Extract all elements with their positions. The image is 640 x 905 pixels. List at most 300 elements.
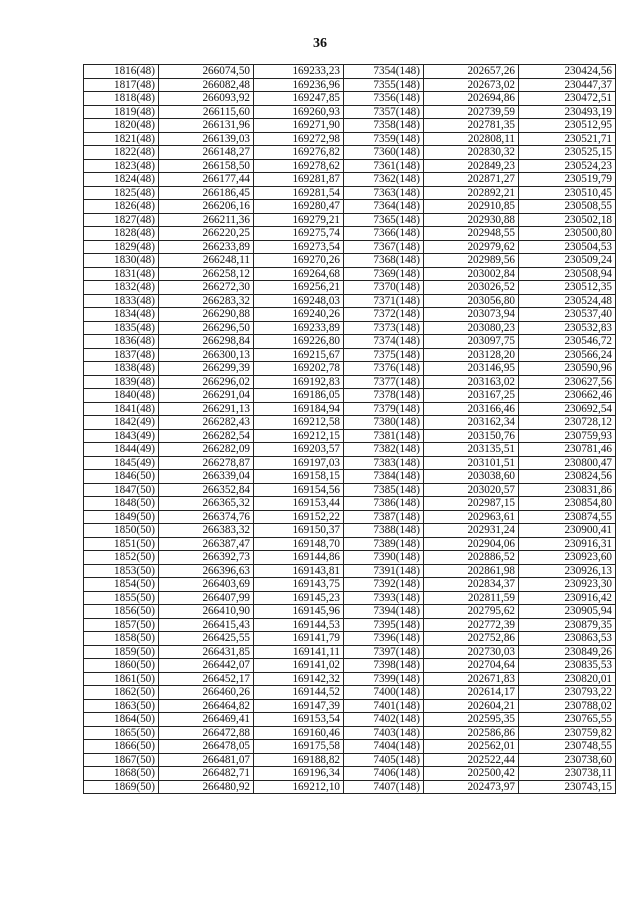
- cell-x-left: 266425,55: [159, 632, 254, 646]
- coordinates-table: [83, 64, 616, 794]
- cell-y-left: 169153,44: [254, 497, 344, 511]
- cell-x-left: 266282,54: [159, 429, 254, 443]
- table-row: [84, 483, 616, 497]
- cell-x-left: 266300,13: [159, 348, 254, 362]
- cell-x-right: 202834,37: [424, 578, 519, 592]
- cell-y-right: 230748,55: [519, 740, 616, 754]
- cell-point-id-right: 7385(148): [344, 483, 424, 497]
- cell-x-left: 266233,89: [159, 240, 254, 254]
- cell-point-id-left: 1821(48): [84, 132, 159, 146]
- cell-x-right: 202795,62: [424, 605, 519, 619]
- cell-x-right: 203026,52: [424, 281, 519, 295]
- table-row: [84, 551, 616, 565]
- table-row: [84, 335, 616, 349]
- cell-x-left: 266374,76: [159, 510, 254, 524]
- cell-y-right: 230854,80: [519, 497, 616, 511]
- cell-x-right: 202704,64: [424, 659, 519, 673]
- cell-point-id-right: 7402(148): [344, 713, 424, 727]
- cell-y-left: 169280,47: [254, 200, 344, 214]
- cell-y-left: 169278,62: [254, 159, 344, 173]
- cell-y-left: 169144,53: [254, 618, 344, 632]
- table-row: [84, 497, 616, 511]
- cell-x-left: 266472,88: [159, 726, 254, 740]
- cell-y-right: 230512,95: [519, 119, 616, 133]
- cell-y-right: 230849,26: [519, 645, 616, 659]
- table-row: [84, 578, 616, 592]
- cell-point-id-left: 1839(48): [84, 375, 159, 389]
- cell-x-left: 266211,36: [159, 213, 254, 227]
- cell-point-id-right: 7370(148): [344, 281, 424, 295]
- cell-x-left: 266478,05: [159, 740, 254, 754]
- cell-point-id-left: 1817(48): [84, 78, 159, 92]
- cell-y-right: 230447,37: [519, 78, 616, 92]
- cell-x-left: 266298,84: [159, 335, 254, 349]
- cell-x-right: 202595,35: [424, 713, 519, 727]
- cell-point-id-left: 1828(48): [84, 227, 159, 241]
- table-row: [84, 267, 616, 281]
- cell-point-id-right: 7407(148): [344, 780, 424, 794]
- cell-y-left: 169203,57: [254, 443, 344, 457]
- cell-x-right: 203166,46: [424, 402, 519, 416]
- table-row: [84, 321, 616, 335]
- cell-y-left: 169271,90: [254, 119, 344, 133]
- cell-y-left: 169144,52: [254, 686, 344, 700]
- cell-x-right: 203167,25: [424, 389, 519, 403]
- cell-y-right: 230524,23: [519, 159, 616, 173]
- cell-point-id-left: 1844(49): [84, 443, 159, 457]
- cell-point-id-left: 1867(50): [84, 753, 159, 767]
- cell-y-left: 169153,54: [254, 713, 344, 727]
- cell-y-right: 230728,12: [519, 416, 616, 430]
- cell-x-left: 266403,69: [159, 578, 254, 592]
- cell-x-right: 202963,61: [424, 510, 519, 524]
- cell-point-id-right: 7403(148): [344, 726, 424, 740]
- cell-point-id-right: 7372(148): [344, 308, 424, 322]
- cell-y-left: 169212,15: [254, 429, 344, 443]
- cell-point-id-right: 7378(148): [344, 389, 424, 403]
- cell-point-id-left: 1845(49): [84, 456, 159, 470]
- cell-x-right: 202811,59: [424, 591, 519, 605]
- cell-point-id-right: 7362(148): [344, 173, 424, 187]
- cell-y-left: 169186,05: [254, 389, 344, 403]
- cell-x-left: 266442,07: [159, 659, 254, 673]
- cell-y-left: 169281,87: [254, 173, 344, 187]
- cell-point-id-right: 7400(148): [344, 686, 424, 700]
- cell-point-id-left: 1835(48): [84, 321, 159, 335]
- cell-x-left: 266248,11: [159, 254, 254, 268]
- cell-point-id-right: 7355(148): [344, 78, 424, 92]
- table-row: [84, 159, 616, 173]
- cell-x-left: 266482,71: [159, 767, 254, 781]
- cell-x-right: 202910,85: [424, 200, 519, 214]
- cell-y-right: 230863,53: [519, 632, 616, 646]
- cell-y-right: 230923,30: [519, 578, 616, 592]
- cell-y-right: 230502,18: [519, 213, 616, 227]
- cell-y-right: 230824,56: [519, 470, 616, 484]
- cell-y-right: 230879,35: [519, 618, 616, 632]
- table-row: [84, 780, 616, 794]
- cell-x-left: 266410,90: [159, 605, 254, 619]
- cell-x-left: 266296,02: [159, 375, 254, 389]
- cell-point-id-right: 7364(148): [344, 200, 424, 214]
- cell-y-right: 230793,22: [519, 686, 616, 700]
- cell-x-right: 203128,20: [424, 348, 519, 362]
- cell-point-id-right: 7398(148): [344, 659, 424, 673]
- cell-x-left: 266452,17: [159, 672, 254, 686]
- cell-point-id-left: 1818(48): [84, 92, 159, 106]
- cell-point-id-right: 7363(148): [344, 186, 424, 200]
- cell-y-right: 230504,53: [519, 240, 616, 254]
- cell-y-left: 169175,58: [254, 740, 344, 754]
- table-row: [84, 659, 616, 673]
- cell-x-right: 202830,32: [424, 146, 519, 160]
- cell-x-right: 202500,42: [424, 767, 519, 781]
- cell-y-left: 169236,96: [254, 78, 344, 92]
- cell-x-left: 266299,39: [159, 362, 254, 376]
- table-row: [84, 699, 616, 713]
- cell-x-left: 266158,50: [159, 159, 254, 173]
- cell-x-right: 202604,21: [424, 699, 519, 713]
- table-row: [84, 132, 616, 146]
- cell-x-right: 202473,97: [424, 780, 519, 794]
- cell-x-right: 202752,86: [424, 632, 519, 646]
- cell-y-left: 169158,15: [254, 470, 344, 484]
- cell-y-left: 169247,85: [254, 92, 344, 106]
- cell-y-left: 169141,79: [254, 632, 344, 646]
- cell-y-left: 169202,78: [254, 362, 344, 376]
- cell-point-id-left: 1849(50): [84, 510, 159, 524]
- page-number: 36: [313, 36, 327, 51]
- cell-x-left: 266093,92: [159, 92, 254, 106]
- cell-x-left: 266365,32: [159, 497, 254, 511]
- table-row: [84, 200, 616, 214]
- table-row: [84, 470, 616, 484]
- table-row: [84, 348, 616, 362]
- cell-x-right: 203135,51: [424, 443, 519, 457]
- cell-point-id-left: 1819(48): [84, 105, 159, 119]
- cell-x-right: 202930,88: [424, 213, 519, 227]
- cell-x-left: 266282,09: [159, 443, 254, 457]
- table-row: [84, 524, 616, 538]
- table-row: [84, 146, 616, 160]
- table-row: [84, 456, 616, 470]
- table-row: [84, 213, 616, 227]
- table-row: [84, 105, 616, 119]
- cell-point-id-left: 1864(50): [84, 713, 159, 727]
- cell-y-left: 169256,21: [254, 281, 344, 295]
- cell-y-left: 169142,32: [254, 672, 344, 686]
- table-row: [84, 186, 616, 200]
- cell-x-right: 203073,94: [424, 308, 519, 322]
- table-row: [84, 510, 616, 524]
- cell-point-id-left: 1854(50): [84, 578, 159, 592]
- cell-y-right: 230508,55: [519, 200, 616, 214]
- cell-y-right: 230424,56: [519, 65, 616, 79]
- cell-y-left: 169141,02: [254, 659, 344, 673]
- table-row: [84, 416, 616, 430]
- cell-point-id-right: 7381(148): [344, 429, 424, 443]
- table-row: [84, 65, 616, 79]
- table-row: [84, 254, 616, 268]
- cell-x-right: 203056,80: [424, 294, 519, 308]
- table-row: [84, 308, 616, 322]
- cell-y-right: 230509,24: [519, 254, 616, 268]
- table-row: [84, 605, 616, 619]
- cell-x-left: 266383,32: [159, 524, 254, 538]
- cell-point-id-right: 7379(148): [344, 402, 424, 416]
- cell-x-right: 202673,02: [424, 78, 519, 92]
- cell-x-left: 266415,43: [159, 618, 254, 632]
- cell-point-id-right: 7395(148): [344, 618, 424, 632]
- cell-point-id-right: 7367(148): [344, 240, 424, 254]
- cell-point-id-right: 7404(148): [344, 740, 424, 754]
- table-row: [84, 389, 616, 403]
- cell-x-left: 266291,13: [159, 402, 254, 416]
- cell-x-right: 203162,34: [424, 416, 519, 430]
- cell-x-left: 266206,16: [159, 200, 254, 214]
- cell-point-id-left: 1827(48): [84, 213, 159, 227]
- cell-x-right: 203080,23: [424, 321, 519, 335]
- cell-y-right: 230521,71: [519, 132, 616, 146]
- cell-x-left: 266148,27: [159, 146, 254, 160]
- cell-point-id-right: 7390(148): [344, 551, 424, 565]
- cell-y-right: 230546,72: [519, 335, 616, 349]
- cell-point-id-right: 7356(148): [344, 92, 424, 106]
- table-row: [84, 713, 616, 727]
- cell-y-right: 230493,19: [519, 105, 616, 119]
- cell-y-left: 169160,46: [254, 726, 344, 740]
- cell-y-right: 230512,35: [519, 281, 616, 295]
- cell-point-id-right: 7392(148): [344, 578, 424, 592]
- cell-x-right: 203150,76: [424, 429, 519, 443]
- table-row: [84, 119, 616, 133]
- cell-y-right: 230566,24: [519, 348, 616, 362]
- cell-point-id-left: 1830(48): [84, 254, 159, 268]
- cell-x-left: 266220,25: [159, 227, 254, 241]
- table-row: [84, 281, 616, 295]
- cell-y-right: 230916,31: [519, 537, 616, 551]
- cell-y-right: 230532,83: [519, 321, 616, 335]
- table-row: [84, 402, 616, 416]
- cell-x-right: 202849,23: [424, 159, 519, 173]
- cell-point-id-left: 1869(50): [84, 780, 159, 794]
- cell-x-right: 203002,84: [424, 267, 519, 281]
- cell-x-left: 266115,60: [159, 105, 254, 119]
- cell-y-right: 230781,46: [519, 443, 616, 457]
- cell-y-left: 169272,98: [254, 132, 344, 146]
- cell-x-left: 266272,30: [159, 281, 254, 295]
- table-row: [84, 375, 616, 389]
- cell-point-id-left: 1834(48): [84, 308, 159, 322]
- cell-y-right: 230820,01: [519, 672, 616, 686]
- cell-x-right: 202904,06: [424, 537, 519, 551]
- table-row: [84, 767, 616, 781]
- table-row: [84, 240, 616, 254]
- cell-y-right: 230590,96: [519, 362, 616, 376]
- cell-y-right: 230759,93: [519, 429, 616, 443]
- cell-x-left: 266464,82: [159, 699, 254, 713]
- cell-point-id-left: 1856(50): [84, 605, 159, 619]
- cell-x-left: 266291,04: [159, 389, 254, 403]
- cell-y-left: 169152,22: [254, 510, 344, 524]
- cell-x-right: 202772,39: [424, 618, 519, 632]
- cell-x-right: 202739,59: [424, 105, 519, 119]
- cell-y-left: 169240,26: [254, 308, 344, 322]
- table-row: [84, 564, 616, 578]
- cell-y-left: 169233,89: [254, 321, 344, 335]
- cell-point-id-left: 1842(49): [84, 416, 159, 430]
- cell-x-right: 202586,86: [424, 726, 519, 740]
- cell-point-id-right: 7393(148): [344, 591, 424, 605]
- cell-x-right: 202522,44: [424, 753, 519, 767]
- cell-point-id-left: 1846(50): [84, 470, 159, 484]
- cell-point-id-right: 7391(148): [344, 564, 424, 578]
- cell-x-left: 266481,07: [159, 753, 254, 767]
- cell-point-id-right: 7375(148): [344, 348, 424, 362]
- cell-y-left: 169270,26: [254, 254, 344, 268]
- cell-x-right: 202861,98: [424, 564, 519, 578]
- table-row: [84, 78, 616, 92]
- cell-point-id-left: 1833(48): [84, 294, 159, 308]
- cell-x-left: 266177,44: [159, 173, 254, 187]
- cell-point-id-left: 1822(48): [84, 146, 159, 160]
- cell-point-id-left: 1848(50): [84, 497, 159, 511]
- cell-point-id-left: 1859(50): [84, 645, 159, 659]
- cell-point-id-left: 1868(50): [84, 767, 159, 781]
- cell-point-id-right: 7380(148): [344, 416, 424, 430]
- table-row: [84, 632, 616, 646]
- cell-y-right: 230692,54: [519, 402, 616, 416]
- cell-point-id-right: 7386(148): [344, 497, 424, 511]
- table-row: [84, 740, 616, 754]
- cell-x-left: 266074,50: [159, 65, 254, 79]
- cell-point-id-right: 7384(148): [344, 470, 424, 484]
- cell-point-id-left: 1862(50): [84, 686, 159, 700]
- cell-point-id-left: 1826(48): [84, 200, 159, 214]
- cell-y-left: 169145,23: [254, 591, 344, 605]
- cell-point-id-left: 1861(50): [84, 672, 159, 686]
- cell-x-right: 202989,56: [424, 254, 519, 268]
- cell-x-left: 266282,43: [159, 416, 254, 430]
- cell-x-left: 266258,12: [159, 267, 254, 281]
- cell-y-right: 230923,60: [519, 551, 616, 565]
- cell-x-right: 202987,15: [424, 497, 519, 511]
- cell-point-id-right: 7377(148): [344, 375, 424, 389]
- cell-x-left: 266278,87: [159, 456, 254, 470]
- cell-x-right: 202948,55: [424, 227, 519, 241]
- cell-point-id-right: 7401(148): [344, 699, 424, 713]
- cell-point-id-right: 7354(148): [344, 65, 424, 79]
- cell-x-right: 202979,62: [424, 240, 519, 254]
- cell-y-left: 169248,03: [254, 294, 344, 308]
- cell-x-right: 203097,75: [424, 335, 519, 349]
- table-row: [84, 92, 616, 106]
- cell-y-right: 230472,51: [519, 92, 616, 106]
- cell-point-id-left: 1866(50): [84, 740, 159, 754]
- cell-point-id-right: 7405(148): [344, 753, 424, 767]
- cell-point-id-left: 1857(50): [84, 618, 159, 632]
- cell-point-id-right: 7389(148): [344, 537, 424, 551]
- cell-point-id-left: 1852(50): [84, 551, 159, 565]
- cell-point-id-right: 7387(148): [344, 510, 424, 524]
- cell-y-right: 230765,55: [519, 713, 616, 727]
- table-row: [84, 645, 616, 659]
- cell-y-right: 230900,41: [519, 524, 616, 538]
- cell-y-right: 230508,94: [519, 267, 616, 281]
- cell-y-left: 169276,82: [254, 146, 344, 160]
- cell-point-id-right: 7373(148): [344, 321, 424, 335]
- coordinates-table-body: [84, 65, 616, 794]
- cell-point-id-right: 7365(148): [344, 213, 424, 227]
- cell-y-left: 169215,67: [254, 348, 344, 362]
- cell-y-right: 230537,40: [519, 308, 616, 322]
- cell-y-right: 230743,15: [519, 780, 616, 794]
- cell-y-left: 169192,83: [254, 375, 344, 389]
- cell-x-right: 202657,26: [424, 65, 519, 79]
- cell-y-right: 230738,11: [519, 767, 616, 781]
- cell-point-id-right: 7396(148): [344, 632, 424, 646]
- cell-x-right: 203101,51: [424, 456, 519, 470]
- cell-point-id-left: 1865(50): [84, 726, 159, 740]
- cell-point-id-right: 7374(148): [344, 335, 424, 349]
- cell-y-left: 169233,23: [254, 65, 344, 79]
- cell-y-right: 230835,53: [519, 659, 616, 673]
- cell-point-id-right: 7394(148): [344, 605, 424, 619]
- cell-x-left: 266469,41: [159, 713, 254, 727]
- cell-x-left: 266387,47: [159, 537, 254, 551]
- cell-y-left: 169141,11: [254, 645, 344, 659]
- table-row: [84, 362, 616, 376]
- cell-x-left: 266296,50: [159, 321, 254, 335]
- cell-point-id-left: 1841(48): [84, 402, 159, 416]
- cell-point-id-left: 1820(48): [84, 119, 159, 133]
- cell-y-right: 230519,79: [519, 173, 616, 187]
- cell-point-id-left: 1823(48): [84, 159, 159, 173]
- cell-point-id-left: 1832(48): [84, 281, 159, 295]
- cell-y-left: 169184,94: [254, 402, 344, 416]
- cell-x-right: 203163,02: [424, 375, 519, 389]
- cell-point-id-left: 1850(50): [84, 524, 159, 538]
- cell-y-left: 169281,54: [254, 186, 344, 200]
- cell-x-right: 202871,27: [424, 173, 519, 187]
- cell-x-left: 266352,84: [159, 483, 254, 497]
- cell-point-id-left: 1829(48): [84, 240, 159, 254]
- cell-y-left: 169197,03: [254, 456, 344, 470]
- table-row: [84, 429, 616, 443]
- cell-point-id-right: 7359(148): [344, 132, 424, 146]
- cell-point-id-right: 7366(148): [344, 227, 424, 241]
- cell-y-right: 230831,86: [519, 483, 616, 497]
- cell-point-id-right: 7406(148): [344, 767, 424, 781]
- cell-point-id-left: 1863(50): [84, 699, 159, 713]
- cell-x-right: 202808,11: [424, 132, 519, 146]
- cell-y-right: 230800,47: [519, 456, 616, 470]
- cell-x-right: 202562,01: [424, 740, 519, 754]
- table-row: [84, 443, 616, 457]
- cell-point-id-right: 7369(148): [344, 267, 424, 281]
- cell-y-right: 230738,60: [519, 753, 616, 767]
- table-row: [84, 618, 616, 632]
- cell-x-left: 266131,96: [159, 119, 254, 133]
- table-row: [84, 753, 616, 767]
- cell-y-left: 169148,70: [254, 537, 344, 551]
- cell-x-right: 202886,52: [424, 551, 519, 565]
- cell-y-right: 230759,82: [519, 726, 616, 740]
- cell-y-right: 230510,45: [519, 186, 616, 200]
- cell-point-id-left: 1837(48): [84, 348, 159, 362]
- cell-x-left: 266407,99: [159, 591, 254, 605]
- cell-point-id-right: 7371(148): [344, 294, 424, 308]
